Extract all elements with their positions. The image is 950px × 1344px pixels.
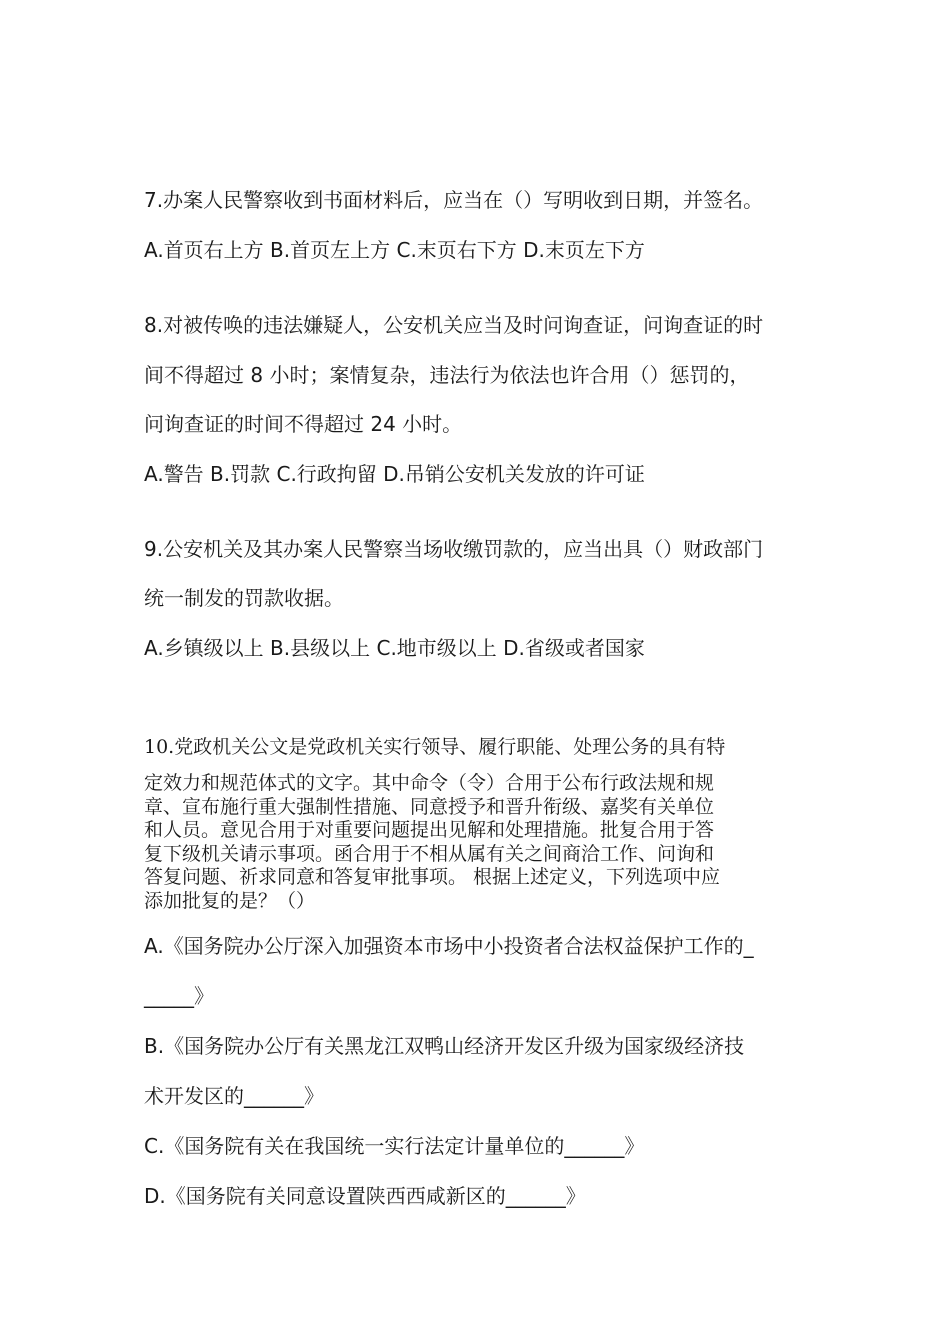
question-10-option-a-line-2: _____》: [144, 984, 214, 1008]
question-8-stem-line-1: 8.对被传唤的违法嫌疑人，公安机关应当及时问询查证，问询查证的时: [144, 313, 764, 337]
question-8-options: A.警告 B.罚款 C.行政拘留 D.吊销公安机关发放的许可证: [144, 462, 645, 486]
question-10-body-line: 和人员。意见合用于对重要问题提出见解和处理措施。批复合用于答: [144, 819, 715, 842]
question-10-body-line: 章、宣布施行重大强制性措施、同意授予和晋升衔级、嘉奖有关单位: [144, 795, 715, 818]
question-10-option-d: D.《国务院有关同意设置陕西西咸新区的______》: [144, 1184, 586, 1208]
question-9-options: A.乡镇级以上 B.县级以上 C.地市级以上 D.省级或者国家: [144, 636, 645, 660]
question-10-body-line: 复下级机关请示事项。函合用于不相从属有关之间商洽工作、问询和: [144, 842, 715, 865]
question-10-body-line: 定效力和规范体式的文字。其中命令（令）合用于公布行政法规和规: [144, 772, 715, 794]
question-7-options: A.首页右上方 B.首页左上方 C.末页右下方 D.末页左下方: [144, 238, 645, 262]
question-10-option-a-line-1: A.《国务院办公厅深入加强资本市场中小投资者合法权益保护工作的_: [144, 934, 754, 958]
question-8-stem-line-3: 问询查证的时间不得超过 24 小时。: [144, 412, 463, 436]
question-10-option-b-line-1: B.《国务院办公厅有关黑龙江双鸭山经济开发区升级为国家级经济技: [144, 1034, 745, 1058]
question-10-body-line: 答复问题、祈求同意和答复审批事项。 根据上述定义，下列选项中应: [144, 866, 721, 889]
question-9-stem-line-2: 统一制发的罚款收据。: [144, 586, 344, 610]
question-10-option-b-line-2: 术开发区的______》: [144, 1084, 324, 1108]
question-10-body: [144, 772, 824, 914]
question-10-first-line: 10.党政机关公文是党政机关实行领导、履行职能、处理公务的具有特: [144, 736, 726, 758]
question-10-body-line: 添加批复的是？（）: [144, 889, 316, 912]
question-7-stem: 7.办案人民警察收到书面材料后，应当在（）写明收到日期，并签名。: [144, 188, 764, 212]
question-9-stem-line-1: 9.公安机关及其办案人民警察当场收缴罚款的，应当出具（）财政部门: [144, 537, 764, 561]
question-10-option-c: C.《国务院有关在我国统一实行法定计量单位的______》: [144, 1134, 645, 1158]
question-8-stem-line-2: 间不得超过 8 小时；案情复杂，违法行为依法也许合用（）惩罚的，: [144, 363, 750, 387]
